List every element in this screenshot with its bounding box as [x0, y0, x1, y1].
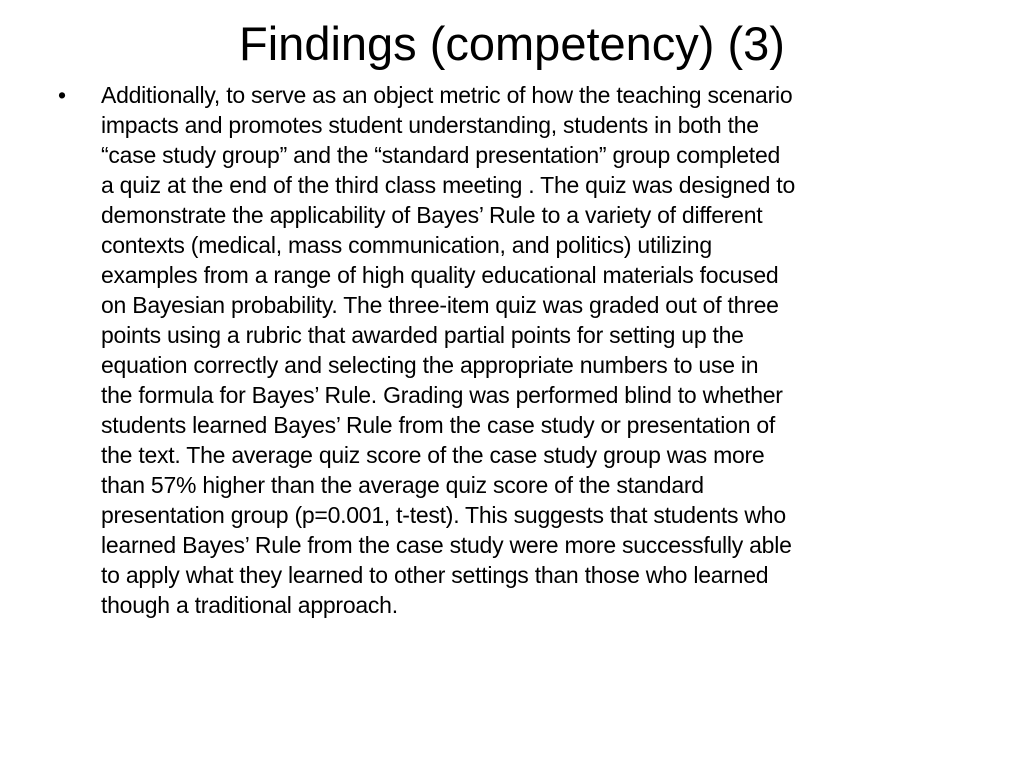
paragraph-line: the formula for Bayes’ Rule. Grading was performed blind to whether — [101, 382, 783, 408]
paragraph-line: a quiz at the end of the third class meeting . The quiz was designed to — [101, 172, 795, 198]
bullet-item — [58, 80, 1002, 620]
paragraph-line: examples from a range of high quality educational materials focused — [101, 262, 779, 288]
paragraph-line: Additionally, to serve as an object metric of how the teaching scenario — [101, 82, 793, 108]
bullet-icon: • — [58, 82, 66, 108]
paragraph-line: students learned Bayes’ Rule from the case study or presentation of — [101, 412, 776, 438]
paragraph-line: “case study group” and the “standard presentation” group completed — [101, 142, 781, 168]
paragraph-line: impacts and promotes student understanding, students in both the — [101, 112, 759, 138]
paragraph-line: equation correctly and selecting the appropriate numbers to use in — [101, 352, 759, 378]
paragraph-line: points using a rubric that awarded partial points for setting up the — [101, 322, 744, 348]
slide-body — [58, 80, 1002, 620]
paragraph-line: than 57% higher than the average quiz score of the standard — [101, 472, 704, 498]
paragraph-line: learned Bayes’ Rule from the case study were more successfully able — [101, 532, 792, 558]
paragraph-line: on Bayesian probability. The three-item quiz was graded out of three — [101, 292, 779, 318]
paragraph-line: presentation group (p=0.001, t-test). This suggests that students who — [101, 502, 786, 528]
paragraph-line: contexts (medical, mass communication, and politics) utilizing — [101, 232, 712, 258]
slide-title: Findings (competency) (3) — [239, 17, 785, 70]
paragraph-line: though a traditional approach. — [101, 592, 398, 618]
paragraph-line: demonstrate the applicability of Bayes’ Rule to a variety of different — [101, 202, 763, 228]
paragraph-line: the text. The average quiz score of the case study group was more — [101, 442, 765, 468]
paragraph-line: to apply what they learned to other settings than those who learned — [101, 562, 769, 588]
